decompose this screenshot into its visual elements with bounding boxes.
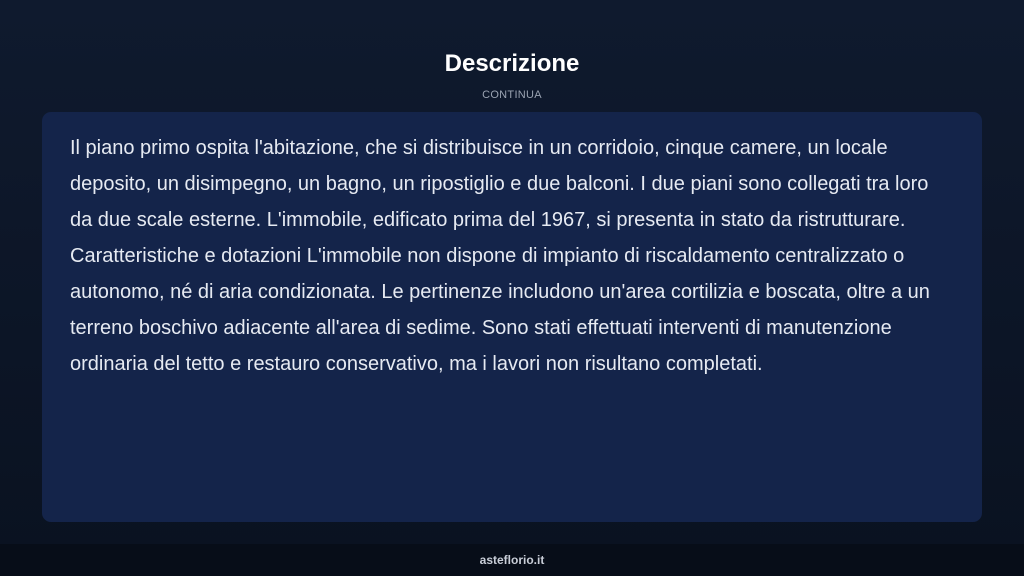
page-header [0,48,1024,102]
footer-site-name: asteflorio.it [479,553,545,567]
footer-bar [0,544,1024,576]
description-text: Il piano primo ospita l'abitazione, che si distribuisce in un corridoio, cinque camere, un locale deposito, un disimpegno, un bagno, un ripostiglio e due balconi. I due piani sono collegati tra loro da due scale esterne. L'immobile, edificato prima del 1967, si presenta in stato da ristrutturare. Caratteristiche e dotazioni L'immobile non dispone di impianto di riscaldamento centralizzato o autonomo, né di aria condizionata. Le pertinenze includono un'area cortilizia e boscata, oltre a un terreno boschivo adiacente all'area di sedime. Sono stati effettuati interventi di manutenzione ordinaria del tetto e restauro conservativo, ma i lavori non risultano completati. [70,137,930,375]
page-subtitle: CONTINUA [482,89,542,101]
page-title: Descrizione [444,50,580,77]
description-card [42,112,982,522]
